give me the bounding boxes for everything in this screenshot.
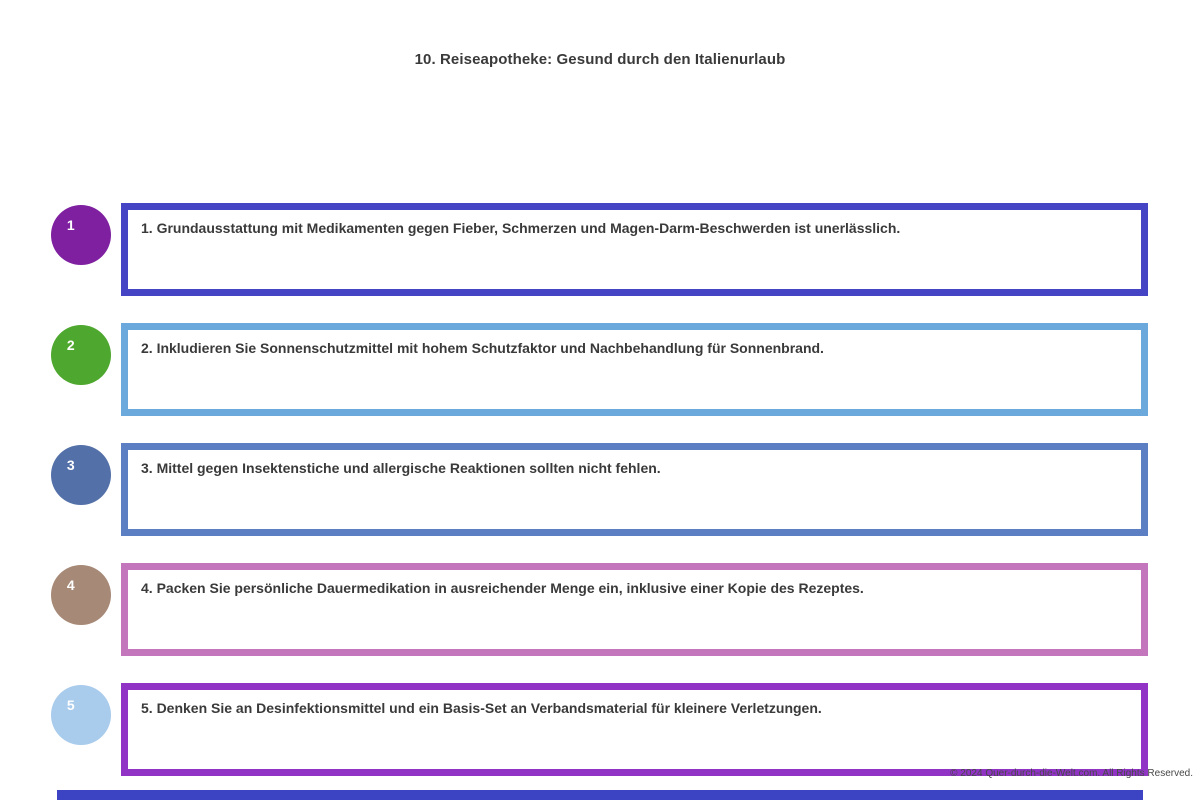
- item-text: 1. Grundausstattung mit Medikamenten gegen Fieber, Schmerzen und Magen-Darm-Beschwerden ist unerlässlich.: [141, 220, 901, 236]
- numbered-list: [51, 203, 1148, 776]
- item-number: 4: [66, 576, 75, 593]
- list-item: [51, 443, 1148, 536]
- item-box: [121, 683, 1148, 776]
- item-text: 2. Inkludieren Sie Sonnenschutzmittel mit hohem Schutzfaktor und Nachbehandlung für Sonnenbrand.: [141, 340, 824, 356]
- item-number-badge: [51, 685, 111, 745]
- item-number-badge: [51, 325, 111, 385]
- item-number: 3: [66, 456, 75, 473]
- page-title: 10. Reiseapotheke: Gesund durch den Italienurlaub: [414, 51, 786, 68]
- item-text: 3. Mittel gegen Insektenstiche und allergische Reaktionen sollten nicht fehlen.: [141, 460, 661, 476]
- item-number: 2: [66, 336, 75, 353]
- item-text: 5. Denken Sie an Desinfektionsmittel und ein Basis-Set an Verbandsmaterial für kleinere Verletzungen.: [141, 700, 822, 716]
- copyright-text: © 2024 Quer-durch-die-Welt.com. All Rights Reserved.: [950, 768, 1193, 779]
- list-item: [51, 203, 1148, 296]
- item-box: [121, 443, 1148, 536]
- list-item: [51, 323, 1148, 416]
- list-item: [51, 563, 1148, 656]
- list-item: [51, 683, 1148, 776]
- item-number-badge: [51, 565, 111, 625]
- item-box: [121, 563, 1148, 656]
- item-text: 4. Packen Sie persönliche Dauermedikation in ausreichender Menge ein, inklusive einer Kopie des Rezeptes.: [141, 580, 864, 596]
- item-number: 5: [66, 696, 75, 713]
- bottom-accent-bar: [57, 790, 1143, 800]
- item-box: [121, 203, 1148, 296]
- item-box: [121, 323, 1148, 416]
- item-number-badge: [51, 205, 111, 265]
- item-number-badge: [51, 445, 111, 505]
- item-number: 1: [66, 216, 75, 233]
